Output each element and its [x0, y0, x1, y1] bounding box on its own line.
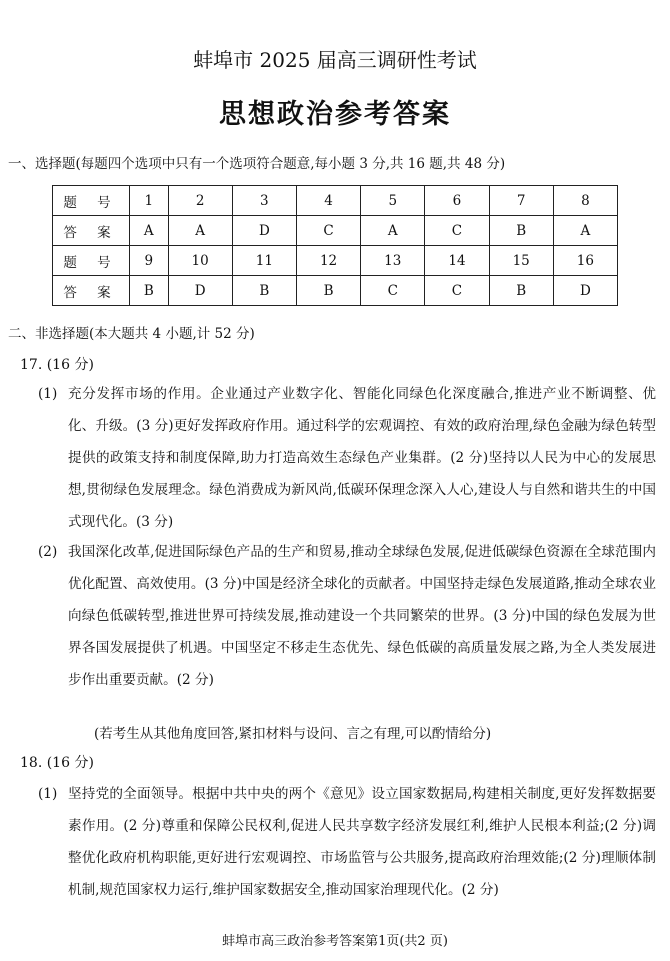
question-number: 10: [168, 246, 232, 276]
q17-part2-lead: (2): [38, 544, 58, 560]
label-number: 题 号: [53, 186, 130, 216]
q17-part1: [38, 378, 656, 538]
answer-cell: D: [553, 276, 617, 306]
q18-part1: [38, 778, 656, 906]
answer-table: [52, 185, 618, 306]
answer-cell: C: [361, 276, 425, 306]
answer-cell: D: [232, 216, 296, 246]
question-number: 16: [553, 246, 617, 276]
question-number: 12: [296, 246, 360, 276]
q17-number: 17. (16 分): [20, 357, 94, 373]
answer-cell: B: [489, 276, 553, 306]
question-number: 15: [489, 246, 553, 276]
answer-cell: D: [168, 276, 232, 306]
q17-part1-text: 充分发挥市场的作用。企业通过产业数字化、智能化同绿色化深度融合,推进产业不断调整、优化、升级。(3 分)更好发挥政府作用。通过科学的宏观调控、有效的政府治理,绿色金融为绿色转型提供的政策支持和制度保障,助力打造高效生态绿色产业集群。(2 分)坚持以人民为中心的发展思想,贯彻绿色发展理念。绿色消费成为新风尚,低碳环保理念深入人心,建设人与自然和谐共生的中国式现代化。(3 分): [68, 386, 656, 530]
question-number: 11: [232, 246, 296, 276]
exam-subtitle: 蚌埠市 2025 届高三调研性考试: [193, 48, 477, 72]
question-number: 1: [130, 186, 169, 216]
table-row: [53, 276, 618, 306]
question-number: 3: [232, 186, 296, 216]
label-answer: 答 案: [53, 216, 130, 246]
question-number: 13: [361, 246, 425, 276]
q17-part2-text: 我国深化改革,促进国际绿色产品的生产和贸易,推动全球绿色发展,促进低碳绿色资源在全球范围内优化配置、高效使用。(3 分)中国是经济全球化的贡献者。中国坚持走绿色发展道路,推动全球农业向绿色低碳转型,推进世界可持续发展,推动建设一个共同繁荣的世界。(3 分)中国的绿色发展为世界各国发展提供了机遇。中国坚定不移走生态优先、绿色低碳的高质量发展之路,为全人类发展进步作出重要贡献。(2 分): [68, 544, 656, 688]
q18-part1-text: 坚持党的全面领导。根据中共中央的两个《意见》设立国家数据局,构建相关制度,更好发挥数据要素作用。(2 分)尊重和保障公民权利,促进人民共享数字经济发展红利,维护人民根本利益;(2 分)调整优化政府机构职能,更好进行宏观调控、市场监管与公共服务,提高政府治理效能;(2 分)理顺体制机制,规范国家权力运行,维护国家数据安全,推动国家治理现代化。(2 分): [68, 786, 656, 898]
question-number: 4: [296, 186, 360, 216]
q17-part1-lead: (1): [38, 386, 58, 402]
answer-cell: A: [130, 216, 169, 246]
answer-cell: A: [361, 216, 425, 246]
table-row: [53, 216, 618, 246]
q18-number: 18. (16 分): [20, 755, 94, 771]
answer-cell: B: [296, 276, 360, 306]
q18-part1-lead: (1): [38, 786, 58, 802]
question-number: 14: [425, 246, 489, 276]
question-number: 8: [553, 186, 617, 216]
section1-heading: 一、选择题(每题四个选项中只有一个选项符合题意,每小题 3 分,共 16 题,共 48 分): [8, 156, 506, 172]
question-number: 5: [361, 186, 425, 216]
answer-cell: A: [553, 216, 617, 246]
section2-heading: 二、非选择题(本大题共 4 小题,计 52 分): [8, 326, 255, 342]
answer-cell: C: [425, 216, 489, 246]
answer-cell: B: [489, 216, 553, 246]
page-footer: 蚌埠市高三政治参考答案第1页(共2 页): [222, 934, 448, 949]
answer-cell: A: [168, 216, 232, 246]
answer-cell: C: [296, 216, 360, 246]
answer-cell: C: [425, 276, 489, 306]
question-number: 9: [130, 246, 169, 276]
q17-part2: [38, 536, 656, 696]
answer-cell: B: [130, 276, 169, 306]
table-row: [53, 246, 618, 276]
question-number: 2: [168, 186, 232, 216]
label-answer: 答 案: [53, 276, 130, 306]
page-title: 思想政治参考答案: [219, 99, 451, 130]
question-number: 6: [425, 186, 489, 216]
table-row: [53, 186, 618, 216]
answer-cell: B: [232, 276, 296, 306]
q17-note: (若考生从其他角度回答,紧扣材料与设问、言之有理,可以酌情给分): [94, 726, 492, 742]
question-number: 7: [489, 186, 553, 216]
label-number: 题 号: [53, 246, 130, 276]
